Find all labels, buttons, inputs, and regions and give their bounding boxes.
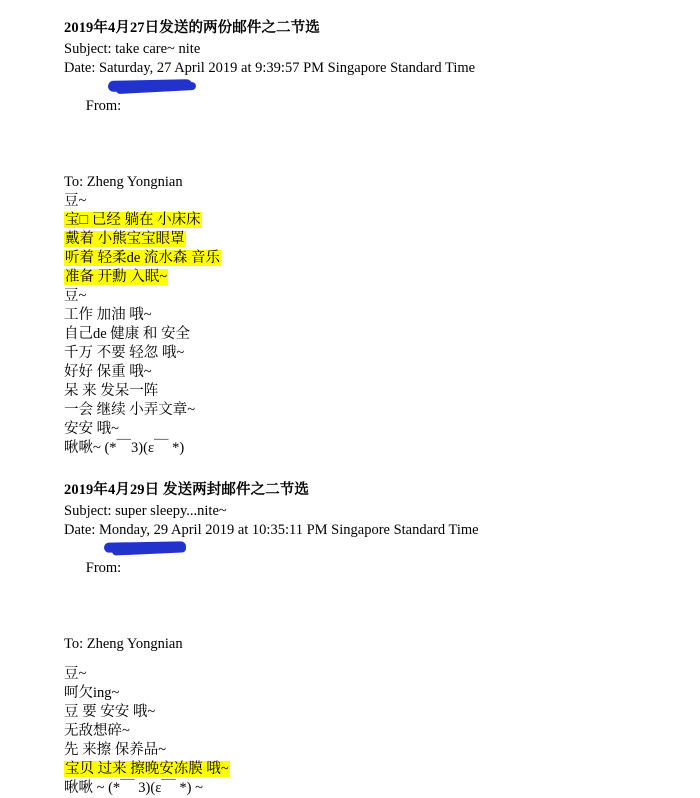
line-text: 呵欠ing~ (64, 685, 120, 701)
section-1-line-5 (64, 287, 680, 306)
line-text: 千万 不要 轻忽 哦~ (64, 345, 185, 361)
section-1-to: To: Zheng Yongnian (64, 174, 183, 190)
section-1-line-7 (64, 325, 680, 344)
line-text: 无敌想碎~ (64, 723, 130, 739)
section-1-line-0 (64, 192, 680, 211)
line-text: 一会 继续 小弄文章~ (64, 402, 196, 418)
section-gap (64, 458, 680, 480)
section-1-line-3 (64, 249, 680, 268)
section-2-line-6 (64, 779, 680, 798)
line-text: 豆~ (64, 288, 87, 304)
section-2-date: Date: Monday, 29 April 2019 at 10:35:11 PM Singapore Standard Time (64, 522, 479, 538)
line-text: 啾啾~ (*￣3)(ε￣ *) (64, 440, 185, 456)
section-1-subject: Subject: take care~ nite (64, 41, 201, 57)
section-2-from (64, 540, 680, 635)
section-2-line-1 (64, 684, 680, 703)
section-1-line-9 (64, 363, 680, 382)
section-2-line-0 (64, 665, 680, 684)
line-text: 宝贝 过来 擦晚安冻膜 哦~ (65, 761, 229, 777)
line-text: 啾啾 ~ (*￣ 3)(ε￣ *) ~ (64, 780, 203, 796)
line-text: 安安 哦~ (64, 421, 119, 437)
section-2-body-gap (64, 654, 680, 665)
section-2-line-5 (64, 760, 680, 779)
section-1-date: Date: Saturday, 27 April 2019 at 9:39:57 PM Singapore Standard Time (64, 60, 476, 76)
email-section-1 (64, 18, 680, 458)
section-1-line-4 (64, 268, 680, 287)
section-1-line-10 (64, 382, 680, 401)
section-1-from-label: From: (85, 98, 122, 114)
line-text: 好好 保重 哦~ (64, 364, 152, 380)
line-text: 豆~ (64, 666, 87, 682)
section-1-heading: 2019年4月27日发送的两份邮件之二节选 (64, 20, 320, 36)
section-1-line-1 (64, 211, 680, 230)
line-text: 豆 要 安安 哦~ (64, 704, 156, 720)
section-2-line-3 (64, 722, 680, 741)
section-1-line-6 (64, 306, 680, 325)
section-1-line-8 (64, 344, 680, 363)
section-1-line-11 (64, 401, 680, 420)
line-text: 豆~ (64, 193, 87, 209)
line-text: 先 来擦 保养品~ (64, 742, 167, 758)
section-2-from-label: From: (85, 560, 122, 576)
section-1-from (64, 78, 680, 173)
email-section-2 (64, 480, 680, 798)
section-2-heading: 2019年4月29日 发送两封邮件之二节选 (64, 482, 309, 498)
line-text: 戴着 小熊宝宝眼罩 (65, 231, 185, 247)
line-text: 准备 开勳 入眠~ (65, 269, 168, 285)
section-2-to: To: Zheng Yongnian (64, 636, 183, 652)
section-2-subject: Subject: super sleepy...nite~ (64, 503, 227, 519)
line-text: 呆 来 发呆一阵 (64, 383, 159, 399)
line-text: 工作 加油 哦~ (64, 307, 152, 323)
section-2-line-4 (64, 741, 680, 760)
section-1-line-2 (64, 230, 680, 249)
line-text: 宝□ 已经 躺在 小床床 (65, 212, 201, 228)
line-text: 听着 轻柔de 流水森 音乐 (65, 250, 221, 266)
section-1-line-13 (64, 439, 680, 458)
section-2-line-2 (64, 703, 680, 722)
section-1-line-12 (64, 420, 680, 439)
line-text: 自己de 健康 和 安全 (64, 326, 191, 342)
